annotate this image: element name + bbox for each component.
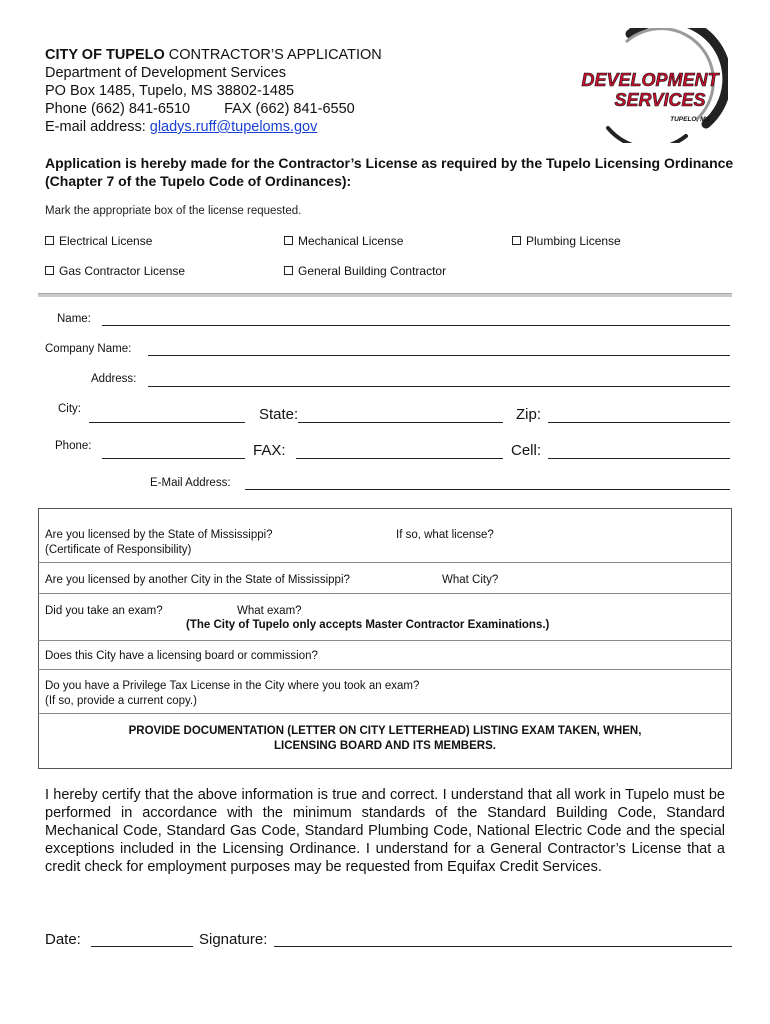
phone-label: Phone: [55,440,92,452]
email-address-label: E-Mail Address: [150,477,231,489]
signature-label: Signature: [199,931,268,948]
checkbox-icon[interactable] [45,266,54,275]
fax-field[interactable] [296,458,503,459]
question-separator [38,669,732,670]
development-services-logo [568,28,728,143]
checkbox-general-building-contractor[interactable]: General Building Contractor [284,264,446,278]
instruction-text: Mark the appropriate box of the license requested. [45,205,302,217]
date-field[interactable] [91,946,193,947]
checkbox-icon[interactable] [45,236,54,245]
letterhead [45,46,382,136]
signature-field[interactable] [274,946,732,947]
company-name-field[interactable] [148,355,730,356]
address-label: Address: [91,373,137,385]
cell-label: Cell: [511,442,542,459]
mailing-address: PO Box 1485, Tupelo, MS 38802-1485 [45,83,295,99]
name-field[interactable] [102,325,730,326]
name-label: Name: [57,313,91,325]
question-which-city: What City? [442,574,499,586]
logo-graphic [568,28,728,143]
state-field[interactable] [298,422,503,423]
application-statement: Application is hereby made for the Contractor’s License as required by the Tupelo Licensing Ordinance (Chapter 7 of the Tupelo Code of Ordinances): [45,155,734,189]
contact-phone-fax: Phone (662) 841-6510 FAX (662) 841-6550 [45,101,355,117]
logo-text-tupelo: TUPELO, MS [670,116,710,123]
question-other-city-license: Are you licensed by another City in the State of Mississippi? [45,574,350,586]
phone-field[interactable] [102,458,245,459]
logo-text-services: SERVICES [614,90,706,110]
contact-email: E-mail address: gladys.ruff@tupeloms.gov [45,119,318,135]
checkbox-gas-contractor-license[interactable]: Gas Contractor License [45,264,185,278]
email-address-field[interactable] [245,489,730,490]
checkbox-mechanical-license[interactable]: Mechanical License [284,234,403,248]
checkbox-plumbing-license[interactable]: Plumbing License [512,234,621,248]
company-name-label: Company Name: [45,343,132,355]
documentation-requirement: PROVIDE DOCUMENTATION (LETTER ON CITY LETTERHEAD) LISTING EXAM TAKEN, WHEN, LICENSING BOARD AND ITS MEMBERS. [128,725,642,752]
checkbox-icon[interactable] [284,236,293,245]
exam-policy-note: (The City of Tupelo only accepts Master Contractor Examinations.) [186,619,550,631]
zip-field[interactable] [548,422,730,423]
email-link[interactable]: gladys.ruff@tupeloms.gov [149,119,318,135]
question-separator [38,593,732,594]
question-took-exam: Did you take an exam? [45,605,163,617]
city-label: City: [58,403,81,415]
question-privilege-tax-note: (If so, provide a current copy.) [45,695,197,707]
zip-label: Zip: [516,406,542,423]
question-separator [38,713,732,714]
checkbox-electrical-license[interactable]: Electrical License [45,234,152,248]
date-label: Date: [45,931,81,948]
checkbox-icon[interactable] [512,236,521,245]
certification-statement: I hereby certify that the above information is true and correct. I understand that all work in Tupelo must be performed in accordance with the minimum standards of the Standard Building Code, Standard Mechanical Code, Standard Gas Code, Standard Plumbing Code, National Electric Code and the special exceptions included in the Licensing Ordinance. I understand for a General Contractor’s License that a credit check for employment purposes may be requested from Equifax Credit Services. [45,787,725,875]
state-label: State: [259,406,299,423]
question-which-exam: What exam? [237,605,302,617]
question-licensing-board: Does this City have a licensing board or commission? [45,650,318,662]
department-name: Department of Development Services [45,65,286,81]
logo-text-development: DEVELOPMENT [581,70,719,90]
cell-field[interactable] [548,458,730,459]
question-separator [38,562,732,563]
question-which-license: If so, what license? [396,529,494,541]
fax-label: FAX: [253,442,286,459]
question-state-license: Are you licensed by the State of Mississippi? [45,529,273,541]
city-field[interactable] [89,422,245,423]
form-title: CITY OF TUPELO CONTRACTOR’S APPLICATION [45,47,382,63]
section-divider [38,293,732,297]
question-privilege-tax-license: Do you have a Privilege Tax License in the City where you took an exam? [45,680,420,692]
checkbox-icon[interactable] [284,266,293,275]
question-separator [38,640,732,641]
address-field[interactable] [148,386,730,387]
question-state-license-note: (Certificate of Responsibility) [45,544,192,556]
